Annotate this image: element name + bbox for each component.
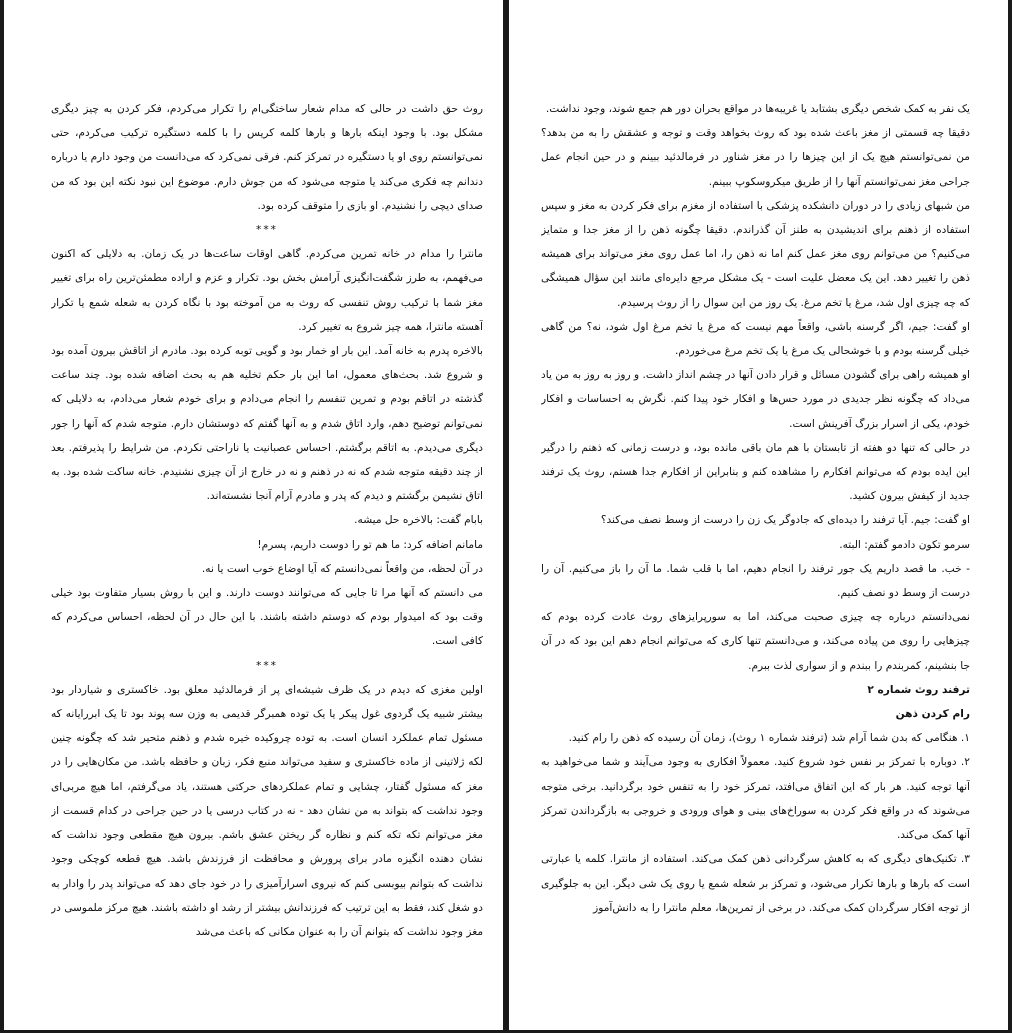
paragraph: روث حق داشت در حالی که مدام شعار ساختگی‌ام را تکرار می‌کردم، فکر کردن به چیز دیگری مشکل بود. با وجود اینکه بارها و بارها کلمه کریس را با کلمه دستگیره ترکیب می‌کردم، حتی نمی‌توانستم روی او یا دستگیره در تمرکز کنم. فرقی نمی‌کرد که می‌دانست من وجود دارم یا درباره دندانم چه فکری می‌کند یا متوجه می‌شود که من جوش دارم. موضوع این نبود نکته این بود که من صدای دیچی را نشنیدم. او بازی را متوقف کرده بود. [51, 103, 483, 212]
list-item: ۳. تکنیک‌های دیگری که به کاهش سرگردانی ذهن کمک می‌کند. استفاده از مانترا. کلمه یا عبارتی است که بارها و بارها تکرار می‌شود، و تمرکز بر شعله شمع یا روی یک شی دیگر. این به جلوگیری از توجه افکار سرگردان کمک می‌کند. در برخی از تمرین‌ها، معلم مانترا را به دانش‌آموز [541, 853, 970, 914]
section-subheading: رام کردن ذهن [895, 708, 970, 721]
list-item: ۲. دوباره با تمرکز بر نفس خود شروع کنید. معمولاً افکاری به وجود می‌آیند و شما می‌خواهید به آنها توجه کنید. هر بار که این اتفاق می‌افتد، تمرکز خود را به تنفس خود برگردانید. برخی متوجه می‌شوند که در واقع فکر کردن به سوراخ‌های بینی و هوای ورودی و خروجی به بازگرداندن تمرکز آنها کمک می‌کند. [541, 756, 970, 842]
left-page [51, 97, 483, 1017]
paragraph: او همیشه راهی برای گشودن مسائل و قرار دادن آنها در چشم انداز داشت. و روز به روز به من یاد می‌داد که چگونه نظر جدیدی در مورد حس‌ها و افکار خود پیدا کنم. نگرش به احساسات و افکار خودم، یکی از اسرار بزرگ آفرینش است. [541, 369, 970, 430]
paragraph: - خب. ما قصد داریم یک جور ترفند را انجام دهیم، اما با قلب شما. ما آن را باز می‌کنیم. آن را درست از وسط دو نصف کنیم. [541, 562, 970, 600]
paragraph: یک نفر به کمک شخص دیگری بشتابد یا غریبه‌ها در مواقع بحران دور هم جمع شوند، وجود نداشت. [545, 103, 970, 115]
paragraph: سرمو تکون دادمو گفتم: البته. [839, 538, 970, 551]
paragraph: او گفت: جیم. آیا ترفند را دیده‌ای که جادوگر یک زن را درست از وسط نصف می‌کند؟ [600, 514, 970, 527]
right-page [541, 97, 970, 1017]
paragraph: نمی‌دانستم درباره چه چیزی صحبت می‌کند، اما به سورپرایزهای روث عادت کرده بودم که چیزهایی را روی من پیاده می‌کند، و می‌دانستم تنها کاری که می‌توانم انجام دهم این بود که در آن جا بنشینم، کمربندم را ببندم و از سواری لذت ببرم. [541, 611, 970, 672]
section-separator: *** [256, 659, 278, 672]
left-frame-border [0, 0, 4, 1033]
section-heading: ترفند روث شماره ۲ [867, 683, 970, 696]
paragraph: مانترا را مدام در خانه تمرین می‌کردم. گاهی اوقات ساعت‌ها در یک زمان. به دلایلی که اکنون می‌فهمم، به طرز شگفت‌انگیزی آرامش بخش بود. تکرار و عزم و اراده مطمئن‌ترین راه برای تغییر مغز شما با ترکیب روش تنفسی که روث به من آموخته بود با نگاه کردن به شعله شمع یا تکرار آهسته مانترا، همه چیز شروع به تغییر کرد. [51, 248, 483, 333]
paragraph: دقیقا چه قسمتی از مغز باعث شده بود که روث بخواهد وقت و توجه و عشقش را به من بدهد؟ من نمی‌توانستم هیچ یک از این چیزها را در مغز شناور در فرمالدئید ببینم و در حین انجام عمل جراحی مغز نمی‌توانستم آنها را از طریق میکروسکوپ ببینم. [541, 127, 970, 188]
paragraph: در حالی که تنها دو هفته از تابستان با هم مان باقی مانده بود، و درست زمانی که ذهنم را درگیر این ایده بودم که می‌توانم افکارم را مشاهده کنم و بنابراین از افکارم جدا هستم، روث یک ترفند جدید از کیفش بیرون کشید. [541, 441, 970, 503]
section-separator: *** [256, 224, 278, 237]
paragraph: بالاخره پدرم به خانه آمد. این بار او خمار بود و گویی توبه کرده بود. مادرم از اتاقش بیرون آمده بود و شروع شد. بحث‌های معمول، اما این بار حکم تخلیه هم به بحث اضافه شده بود. چند ساعت گذشته در اتاقم بودم و تمرین تنفسم را انجام می‌دادم و برای خودم شعار می‌دادم، به دلایلی که نمی‌توانم توضیح دهم، وارد اتاق شدم و به آنها گفتم که دوستشان دارم. متوجه شدم که آنها را جور دیگری می‌دیدم. به اتاقم برگشتم. احساس عصبانیت یا ناراحتی نکردم. من شرایط را پذیرفتم. بعد از چند دقیقه متوجه شدم که نه در ذهنم و نه در خارج از آن چیزی نشنیدم. خانه ساکت شده بود. به اتاق نشیمن برگشتم و دیدم که پدر و مادرم آرام آنجا نشسته‌اند. [51, 345, 483, 503]
paragraph: مامانم اضافه کرد: ما هم تو را دوست داریم، پسرم! [257, 538, 483, 551]
list-item: ۱. هنگامی که بدن شما آرام شد (ترفند شماره ۱ روث)، زمان آن رسیده که ذهن را رام کنید. [568, 732, 970, 745]
paragraph: می دانستم که آنها مرا تا جایی که می‌توانند دوست دارند. و این با روش بسیار متفاوت بود خیلی وقت بود که امیدوار بودم که دوستم داشته باشند. با این حال در آن لحظه، احساس می‌کردم که کافی است. [51, 587, 483, 648]
paragraph: در آن لحظه، من واقعاً نمی‌دانستم که آیا اوضاع خوب است یا نه. [201, 562, 483, 575]
paragraph: من شبهای زیادی را در دوران دانشکده پزشکی با استفاده از مغزم برای فکر کردن به مغز و سپس استفاده از ذهنم برای اندیشیدن به طنز آن گذراندم. دقیقا چگونه ذهن را از مغز جدا و متمایز می‌کنیم؟ من می‌توانم روی مغز عمل کنم اما نه ذهن را، اما عمل روی مغز می‌تواند برای همیشه ذهن را تغییر دهد. این یک معضل علیت است - یک مشکل مرجع دایره‌ای مانند این سؤال همیشگی که چه چیزی اول شد، مرغ یا تخم مرغ. یک روز من این سوال را از روث پرسیدم. [541, 199, 970, 309]
paragraph: اولین مغزی که دیدم در یک ظرف شیشه‌ای پر از فرمالدئید معلق بود. خاکستری و شیاردار بود بیشتر شبیه یک گردوی غول پیکر یا یک توده همبرگر قدیمی به وزن سه پوند بود تا یک ابررایانه که مسئول تمام عملکرد انسان است. به توده چروکیده خیره شدم و ذهنم متحیر شد که چگونه چنین لکه ژلاتینی از ماده خاکستری و سفید می‌تواند منبع فکر، زبان و حافظه باشد. من مکان‌هایی را در مغز که مسئول گفتار، چشایی و تمام عملکردهای حرکتی هستند، یاد می‌گرفتم، اما هیچ مربی‌ای وجود نداشت که بتواند به من نشان دهد - نه در کتاب درسی یا در حین جراحی در کدام قسمت از مغز می‌توانم تکه تکه کنم و نظاره گر ریختن عشق باشم. بیرون هیچ مقطعی وجود نداشت که نشان دهنده انگیزه مادر برای پرورش و محافظت از فرزندش باشد. هیچ قطعه کوچکی وجود نداشت که بتوانم بیوبسی کنم که نیروی اسرارآمیزی را در خود جای دهد که می‌تواند پدر را وادار به دو شغل کند، فقط به این ترتیب که فرزندانش بیشتر از رشد او داشته باشند. هیچ مرکز ملموسی در مغز وجود نداشت که بتوانم آن را به عنوان مکانی که باعث می‌شد [51, 683, 483, 938]
right-frame-border [1008, 0, 1012, 1033]
paragraph: او گفت: جیم، اگر گرسنه باشی، واقعاً مهم نیست که مرغ یا تخم مرغ اول شود، نه؟ من گاهی خیلی گرسنه بودم و با خوشحالی یک مرغ یا یک تخم مرغ می‌خوردم. [541, 320, 970, 358]
page-divider [503, 0, 509, 1033]
paragraph: بابام گفت: بالاخره حل میشه. [354, 514, 483, 527]
